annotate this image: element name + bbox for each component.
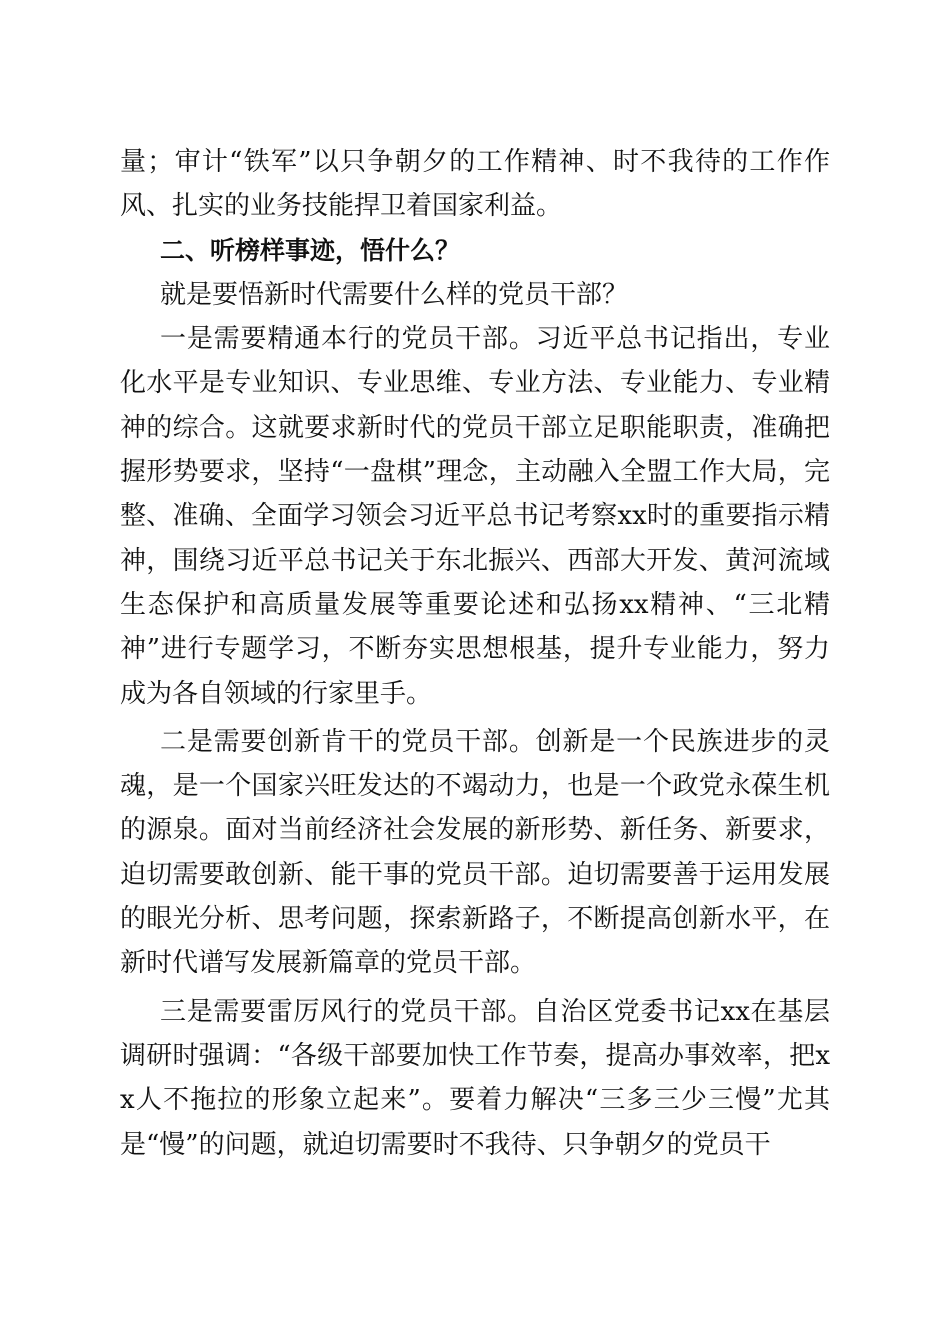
point-2-text: 创新是一个民族进步的灵魂，是一个国家兴旺发达的不竭动力，也是一个政党永葆生机的源泉。面对当前经济社会发展的新形势、新任务、新要求，迫切需要敢创新、能干事的党员干部。迫切需要善于运用发展的眼光分析、思考问题，探索新路子，不断提高创新水平，在新时代谱写发展新篇章的党员干部。 bbox=[120, 726, 830, 979]
point-3-text: 自治区党委书记xx在基层调研时强调：“各级干部要加快工作节奏，提高办事效率，把xx人不拖拉的形象立起来”。要着力解决“三多三少三慢”尤其是“慢”的问题，就迫切需要时不我待、只争朝夕的党员干 bbox=[120, 996, 830, 1160]
section-intro: 就是要悟新时代需要什么样的党员干部？ bbox=[160, 279, 629, 310]
point-2-lead: 二是需要创新肯干的党员干部。 bbox=[160, 726, 536, 757]
section-heading: 二、听榜样事迹，悟什么？ bbox=[160, 235, 461, 265]
document-body bbox=[120, 140, 830, 1167]
point-1-lead: 一是需要精通本行的党员干部。 bbox=[160, 324, 536, 355]
point-3-lead: 三是需要雷厉风行的党员干部。 bbox=[160, 996, 534, 1027]
paragraph-point-1 bbox=[120, 317, 830, 716]
paragraph-point-3 bbox=[120, 990, 830, 1167]
paragraph-continued: 量；审计“铁军”以只争朝夕的工作精神、时不我待的工作作风、扎实的业务技能捍卫着国家利益。 bbox=[120, 147, 830, 222]
paragraph-point-2 bbox=[120, 720, 830, 986]
point-1-text: 习近平总书记指出，专业化水平是专业知识、专业思维、专业方法、专业能力、专业精神的综合。这就要求新时代的党员干部立足职能职责，准确把握形势要求，坚持“一盘棋”理念，主动融入全盟工作大局，完整、准确、全面学习领会习近平总书记考察xx时的重要指示精神，围绕习近平总书记关于东北振兴、西部大开发、黄河流域生态保护和高质量发展等重要论述和弘扬xx精神、“三北精神”进行专题学习，不断夯实思想根基，提升专业能力，努力成为各自领域的行家里手。 bbox=[120, 324, 830, 709]
